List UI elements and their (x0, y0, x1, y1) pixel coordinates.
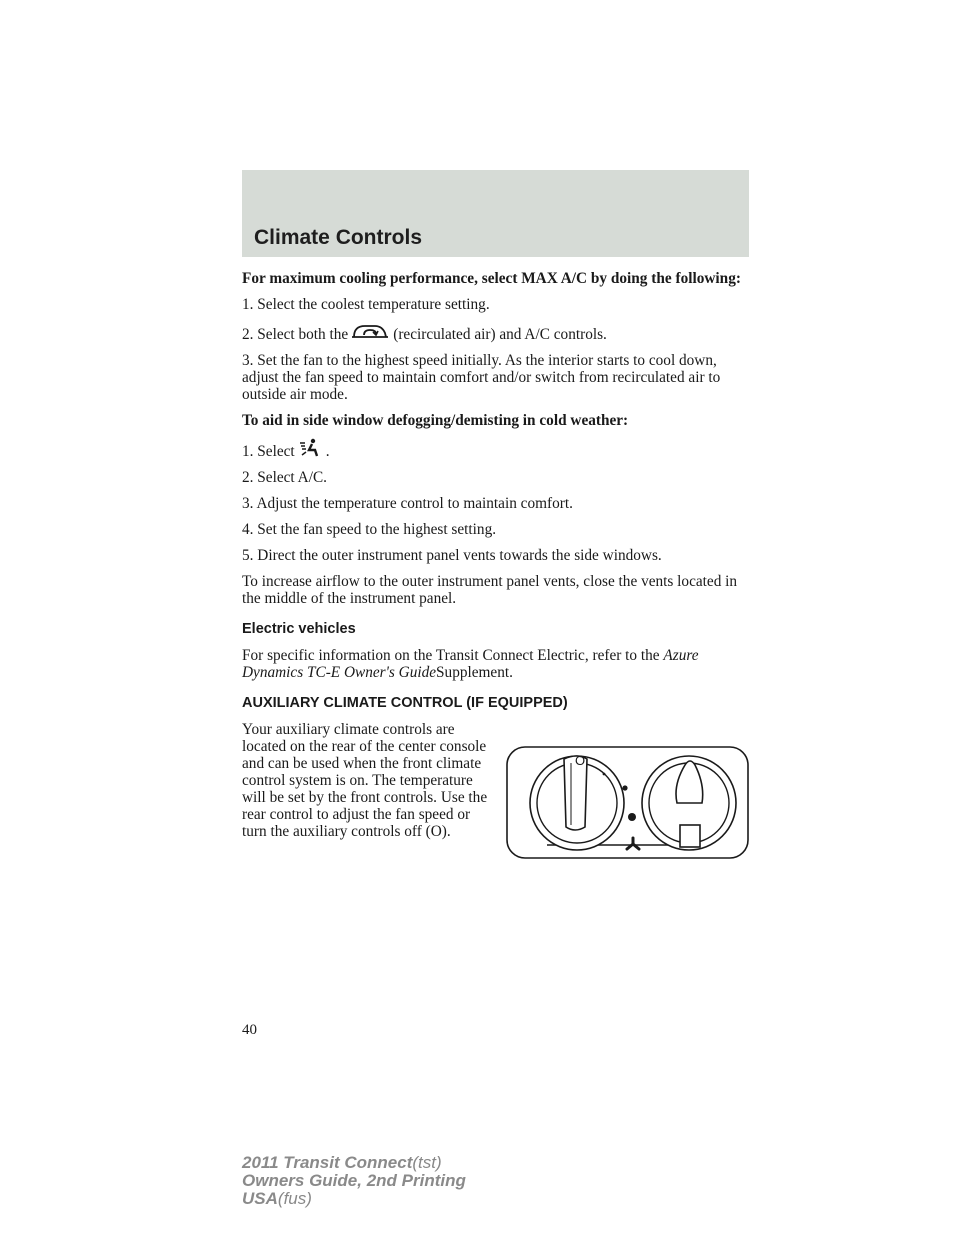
page-content (242, 270, 752, 721)
auxiliary-control-panel (505, 745, 750, 860)
auxiliary-text: Your auxiliary climate controls are located on the rear of the center console and can be used when the front climate control system is on. The temperature will be set by the front controls. Use the rear control to adjust the fan speed or turn the auxiliary controls off (O). (242, 721, 488, 840)
footer-model-code: (tst) (412, 1153, 442, 1172)
recirculated-air-icon (351, 322, 389, 342)
defog-step-1-suffix: . (325, 443, 330, 460)
defog-step-1 (242, 438, 752, 460)
electric-text-suffix: Supplement. (436, 664, 513, 681)
max-ac-step-2-prefix: 2. Select both the (242, 326, 349, 343)
airflow-note: To increase airflow to the outer instrument panel vents, close the vents located in the middle of the instrument panel. (242, 573, 738, 607)
section-title: Climate Controls (254, 226, 423, 249)
max-ac-step-2 (242, 322, 752, 343)
defog-intro: To aid in side window defogging/demisting in cold weather: (242, 412, 629, 429)
footer-line-2 (242, 1172, 466, 1190)
max-ac-step-1: 1. Select the coolest temperature setting. (242, 296, 490, 313)
max-ac-step-3: 3. Set the fan to the highest speed initially. As the interior starts to cool down, adjust the fan speed to maintain comfort and/or switch from recirculated air to outside air mode. (242, 352, 721, 403)
electric-text-prefix: For specific information on the Transit Connect Electric, refer to the (242, 647, 660, 664)
defog-step-1-prefix: 1. Select (242, 443, 295, 460)
electric-vehicles-heading: Electric vehicles (242, 621, 356, 637)
fan-low-dot (603, 773, 606, 776)
guide-title: Azure Dynamics TC-E Owner's Guide (242, 647, 699, 681)
max-ac-intro: For maximum cooling performance, select MAX A/C by doing the following: (242, 270, 741, 287)
defog-step-5: 5. Direct the outer instrument panel vents towards the side windows. (242, 547, 662, 564)
defog-step-4: 4. Set the fan speed to the highest setting. (242, 521, 497, 538)
floor-defrost-icon (298, 438, 322, 458)
fan-high-dot (628, 813, 636, 821)
off-position-label: O (575, 753, 586, 768)
fan-speed-knob[interactable] (530, 756, 624, 850)
footer-market: USA (242, 1189, 278, 1208)
page-number: 40 (242, 1022, 257, 1038)
footer-model: 2011 Transit Connect (242, 1153, 413, 1172)
auxiliary-heading: AUXILIARY CLIMATE CONTROL (IF EQUIPPED) (242, 695, 568, 711)
fan-medium-dot (622, 785, 627, 790)
footer-market-code: (fus) (277, 1189, 312, 1208)
footer-edition: Owners Guide, 2nd Printing (242, 1171, 466, 1190)
defog-step-3: 3. Adjust the temperature control to maintain comfort. (242, 495, 573, 512)
rear-control-knob[interactable] (642, 756, 736, 850)
footer-line-1 (242, 1154, 466, 1172)
footer-line-3 (242, 1190, 466, 1208)
max-ac-step-2-suffix: (recirculated air) and A/C controls. (393, 326, 607, 343)
electric-vehicles-text (242, 647, 752, 681)
defog-step-2: 2. Select A/C. (242, 469, 327, 486)
document-footer (242, 1154, 466, 1208)
